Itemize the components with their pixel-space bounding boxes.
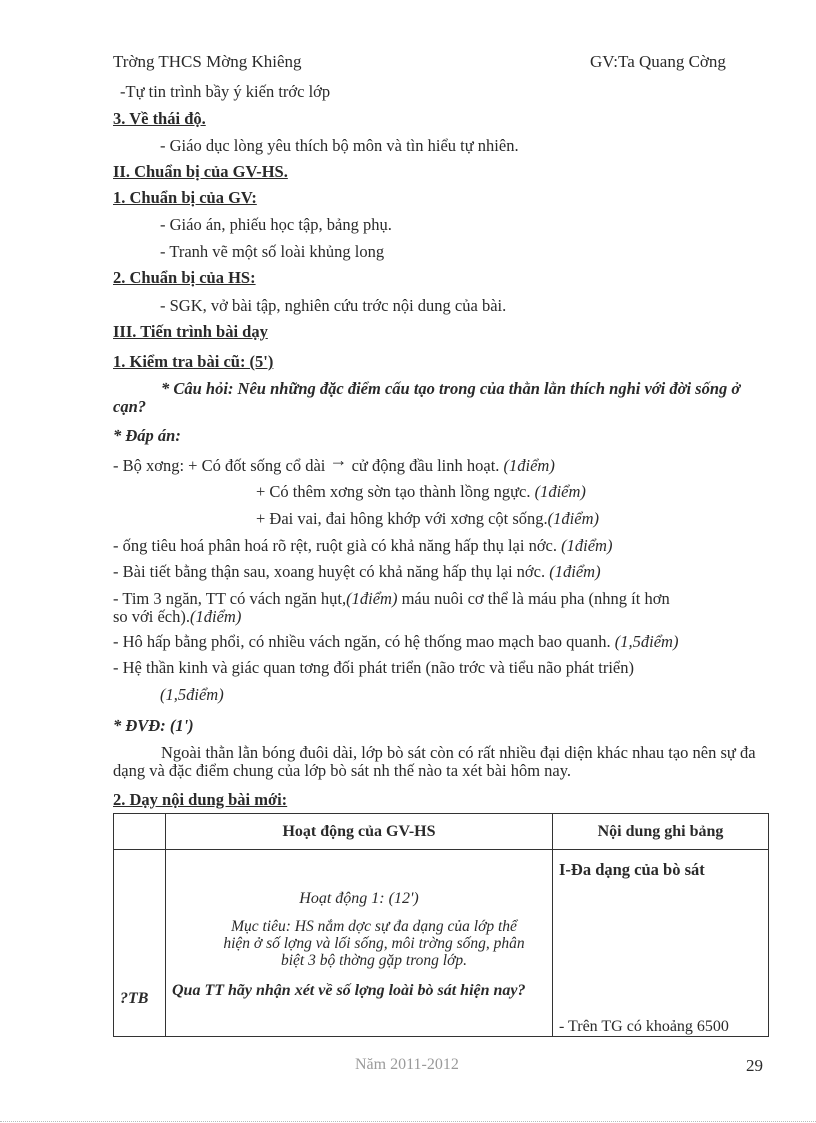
board-cell (553, 850, 769, 1037)
dvd-heading: * ĐVĐ: (1') (113, 716, 194, 735)
text-line: - SGK, vở bài tập, nghiên cứu trớc nội dung của bài. (160, 296, 507, 315)
board-text: - Trên TG có khoảng 6500 (559, 1018, 729, 1035)
right-arrow-icon: → (329, 450, 348, 470)
answer-line: + Đai vai, đai hông khớp với xơng cột sống.(1điểm) (256, 509, 599, 528)
answer-label: * Đáp án: (113, 426, 181, 445)
role-header-cell (114, 814, 166, 850)
table-header-row (114, 814, 769, 850)
page-bottom-divider (0, 1121, 816, 1122)
text-line: - Giáo dục lòng yêu thích bộ môn và tìn hiểu tự nhiên. (160, 136, 519, 155)
answer-line: - Hô hấp bằng phổi, có nhiều vách ngăn, có hệ thống mao mạch bao quanh. (1,5điểm) (113, 632, 679, 651)
section-heading: II. Chuẩn bị của GV-HS. (113, 162, 288, 181)
section-heading: 2. Dạy nội dung bài mới: (113, 790, 288, 809)
activity-question: Qua TT hãy nhận xét về số lợng loài bò sát hiện nay? (172, 982, 526, 999)
text-line: -Tự tin trình bầy ý kiến trớc lớp (120, 82, 331, 101)
section-heading: 1. Kiểm tra bài cũ: (5') (113, 352, 274, 371)
answer-line: + Có thêm xơng sờn tạo thành lồng ngực. (1điểm) (256, 482, 586, 501)
answer-line: - Bộ xơng: + Có đốt sống cổ dài → cử động đầu linh hoạt. (1điểm) (113, 450, 555, 475)
role-label: ?TB (120, 990, 149, 1007)
page-number: 29 (746, 1056, 763, 1075)
board-heading: I-Đa dạng của bò sát (559, 860, 705, 879)
answer-line: - Bài tiết bằng thận sau, xoang huyệt có khả năng hấp thụ lại nớc. (1điểm) (113, 562, 601, 581)
answer-line: - Tim 3 ngăn, TT có vách ngăn hụt,(1điểm) máu nuôi cơ thể là máu pha (nhng ít hơn (113, 589, 670, 608)
section-heading: III. Tiến trình bài dạy (113, 322, 268, 341)
school-name: Trờng THCS Mờng Khiêng (113, 52, 302, 71)
text-line: - Tranh vẽ một số loài khủng long (160, 242, 385, 261)
section-heading: 1. Chuẩn bị của GV: (113, 188, 257, 207)
teacher-name: GV:Ta Quang Cờng (590, 52, 726, 71)
activity-title: Hoạt động 1: (12') (299, 890, 419, 907)
answer-line: so với ếch).(1điểm) (113, 607, 242, 626)
role-cell (114, 850, 166, 1037)
lesson-table (113, 813, 769, 1037)
section-heading: 2. Chuẩn bị của HS: (113, 268, 256, 287)
table-row (114, 850, 769, 1037)
answer-line: - ống tiêu hoá phân hoá rõ rệt, ruột già có khả năng hấp thụ lại nớc. (1điểm) (113, 536, 613, 555)
activity-objective: Mục tiêu: HS nắm dợc sự đa dạng của lớp thể hiện ở số lợng và lối sống, môi trờng sống, phân biệt 3 bộ thờng gặp trong lớp. (223, 918, 525, 969)
answer-line: - Hệ thần kinh và giác quan tơng đối phát triển (não trớc và tiểu não phát triển) (113, 658, 634, 677)
section-heading: 3. Về thái độ. (113, 109, 206, 128)
text-line: - Giáo án, phiếu học tập, bảng phụ. (160, 215, 392, 234)
check-question: * Câu hỏi: Nêu những đặc điểm cấu tạo trong của thằn lằn thích nghi với đời sống ở cạn? (113, 379, 741, 416)
intro-paragraph: Ngoài thằn lằn bóng đuôi dài, lớp bò sát còn có rất nhiều đại diện khác nhau tạo nên sự đa dạng và đặc điểm chung của lớp bò sát nh thế nào ta xét bài hôm nay. (113, 743, 756, 780)
activity-header: Hoạt động của GV-HS (166, 814, 553, 850)
footer-year: Năm 2011-2012 (355, 1056, 459, 1073)
board-header: Nội dung ghi bảng (553, 814, 769, 850)
answer-score: (1,5điểm) (160, 685, 224, 704)
activity-cell (166, 850, 553, 1037)
